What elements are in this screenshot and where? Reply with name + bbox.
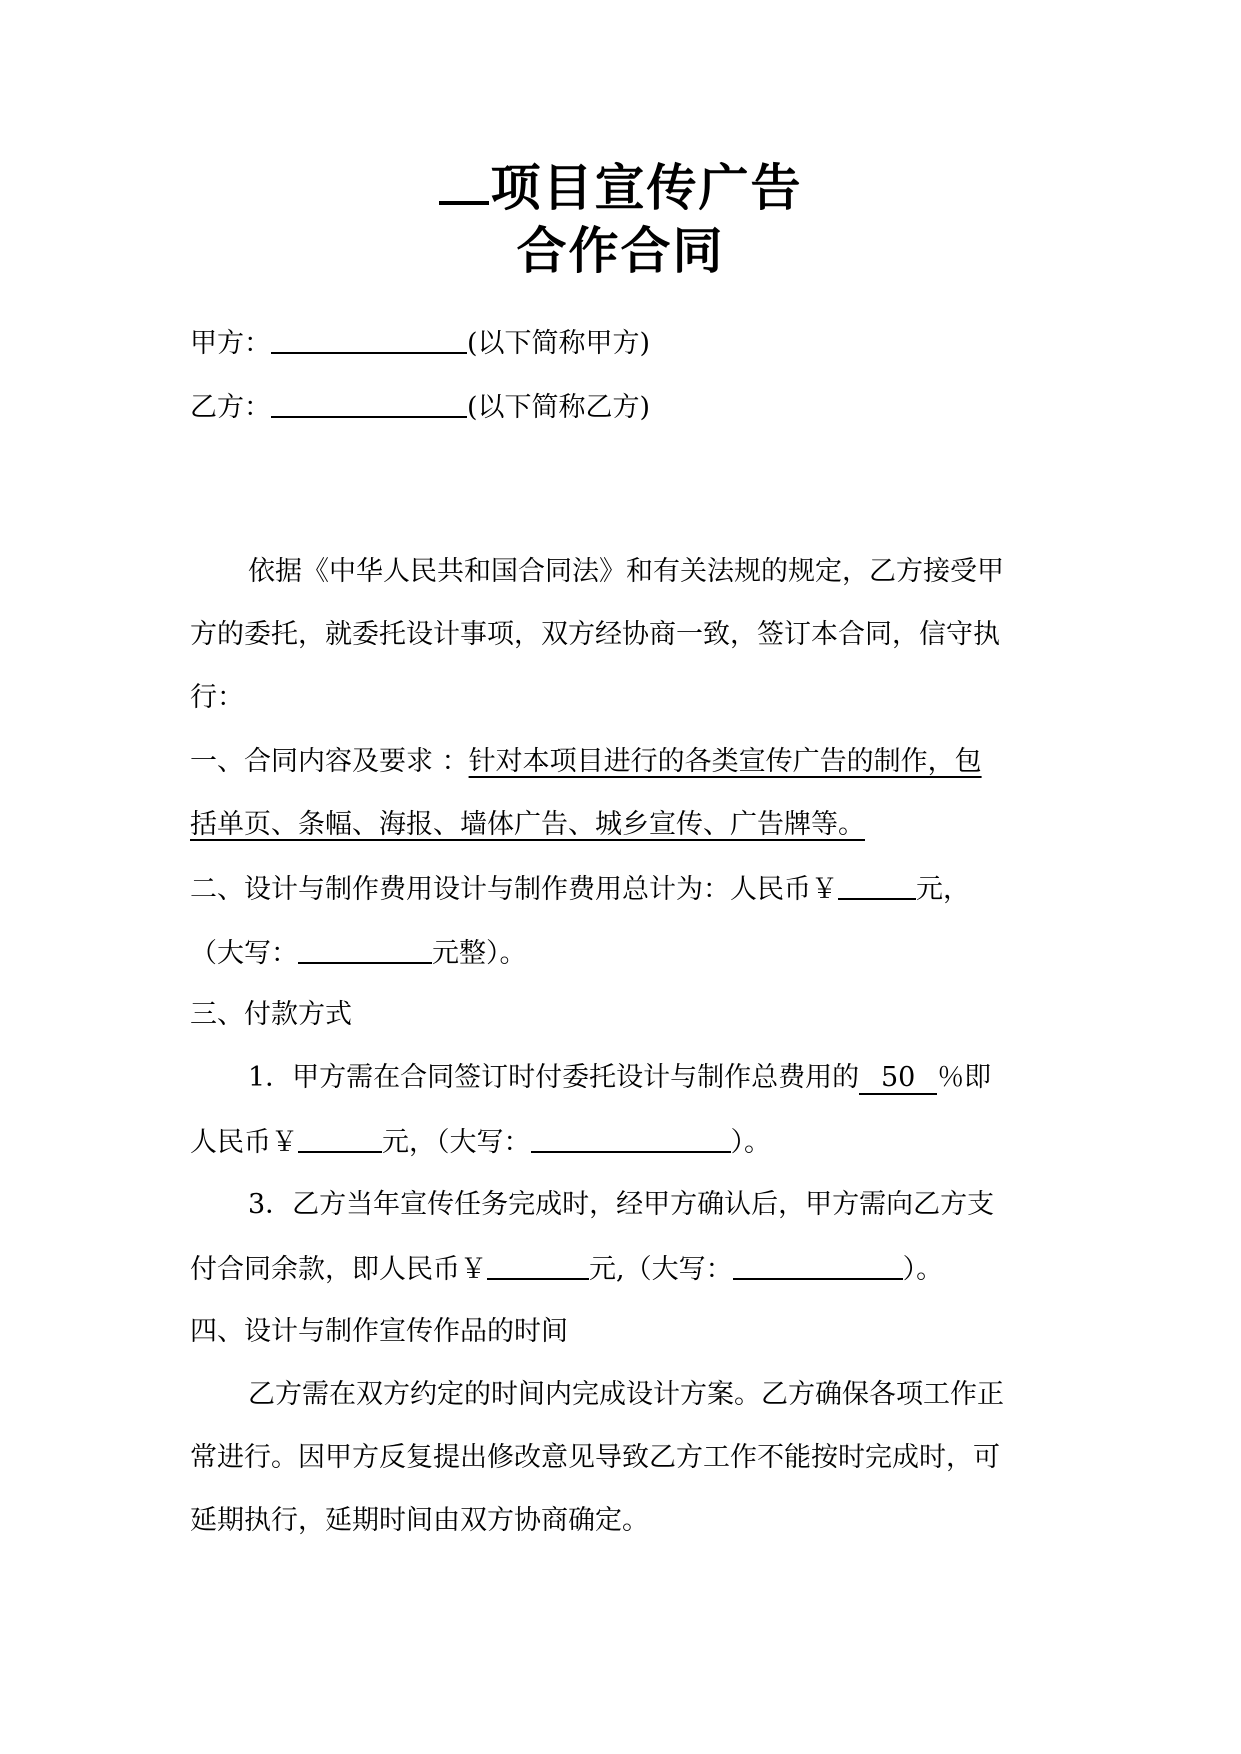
title-line-2: 合作合同 bbox=[516, 222, 725, 280]
fee-total-words-blank bbox=[298, 932, 432, 964]
section-3-item-3-line-1: 3．乙方当年宣传任务完成时，经甲方确认后，甲方需向乙方支 bbox=[248, 1189, 995, 1220]
section-1-content-2: 括单页、条幅、海报、墙体广告、城乡宣传、广告牌等。 bbox=[190, 809, 865, 840]
item-3-line-2-mid: 元,（大写： bbox=[589, 1254, 733, 1285]
item-1-percent: 50 bbox=[859, 1063, 937, 1095]
party-b-line bbox=[190, 386, 1070, 428]
section-1-line-1 bbox=[190, 742, 1070, 782]
party-a-label: 甲方： bbox=[190, 328, 271, 359]
section-4-line-1: 乙方需在双方约定的时间内完成设计方案。乙方确保各项工作正 bbox=[248, 1379, 1004, 1410]
title-line-1 bbox=[0, 155, 1241, 220]
item-1-suffix: ％即 bbox=[937, 1062, 992, 1093]
balance-amount-blank bbox=[487, 1248, 589, 1280]
title-text-1: 项目宣传广告 bbox=[490, 159, 803, 217]
item-1-line-2-suffix: ）。 bbox=[730, 1127, 771, 1158]
section-3-heading: 三、付款方式 bbox=[190, 999, 352, 1030]
section-2-prefix: （大写： bbox=[190, 938, 298, 969]
party-b-suffix: (以下简称乙方) bbox=[467, 392, 651, 423]
section-2-line-2 bbox=[190, 932, 1070, 974]
party-a-blank bbox=[271, 322, 467, 354]
deposit-amount-blank bbox=[298, 1121, 382, 1153]
fee-total-blank bbox=[838, 868, 916, 900]
preamble-line-1: 依据《中华人民共和国合同法》和有关法规的规定，乙方接受甲 bbox=[248, 556, 1004, 587]
preamble-line-3: 行： bbox=[190, 682, 244, 713]
section-1-content-1: 针对本项目进行的各类宣传广告的制作，包 bbox=[468, 746, 982, 777]
party-b-blank bbox=[271, 386, 467, 418]
deposit-words-blank bbox=[531, 1121, 731, 1153]
section-2-line-2-suffix: 元整）。 bbox=[432, 938, 527, 969]
party-b-label: 乙方： bbox=[190, 392, 271, 423]
balance-words-blank bbox=[733, 1248, 903, 1280]
section-3-item-1-line-2 bbox=[190, 1121, 1070, 1163]
section-4-heading: 四、设计与制作宣传作品的时间 bbox=[190, 1316, 568, 1347]
section-2-text: 二、设计与制作费用设计与制作费用总计为：人民币￥ bbox=[190, 874, 838, 905]
section-1-heading: 一、合同内容及要求 ： bbox=[190, 746, 469, 777]
item-1-text: 1．甲方需在合同签订时付委托设计与制作总费用的 bbox=[248, 1062, 860, 1093]
party-a-suffix: (以下简称甲方) bbox=[467, 328, 651, 359]
title-blank bbox=[439, 155, 489, 205]
item-3-line-2-suffix: ）。 bbox=[902, 1254, 944, 1285]
section-2-suffix: 元， bbox=[916, 874, 970, 905]
section-4-line-2: 常进行。因甲方反复提出修改意见导致乙方工作不能按时完成时，可 bbox=[190, 1442, 1000, 1473]
section-2-line-1 bbox=[190, 868, 1070, 910]
section-4-line-3: 延期执行，延期时间由双方协商确定。 bbox=[190, 1505, 649, 1536]
item-1-line-2-prefix: 人民币￥ bbox=[190, 1127, 298, 1158]
party-a-line bbox=[190, 322, 1070, 364]
preamble-line-2: 方的委托，就委托设计事项，双方经协商一致，签订本合同，信守执 bbox=[190, 619, 1000, 650]
section-3-item-1-line-1 bbox=[248, 1058, 1128, 1098]
section-1-line-2 bbox=[190, 805, 1070, 845]
item-1-line-2-mid: 元，（大写： bbox=[382, 1127, 531, 1158]
section-3-item-3-line-2 bbox=[190, 1248, 1070, 1290]
item-3-line-2-prefix: 付合同余款，即人民币￥ bbox=[190, 1254, 487, 1285]
